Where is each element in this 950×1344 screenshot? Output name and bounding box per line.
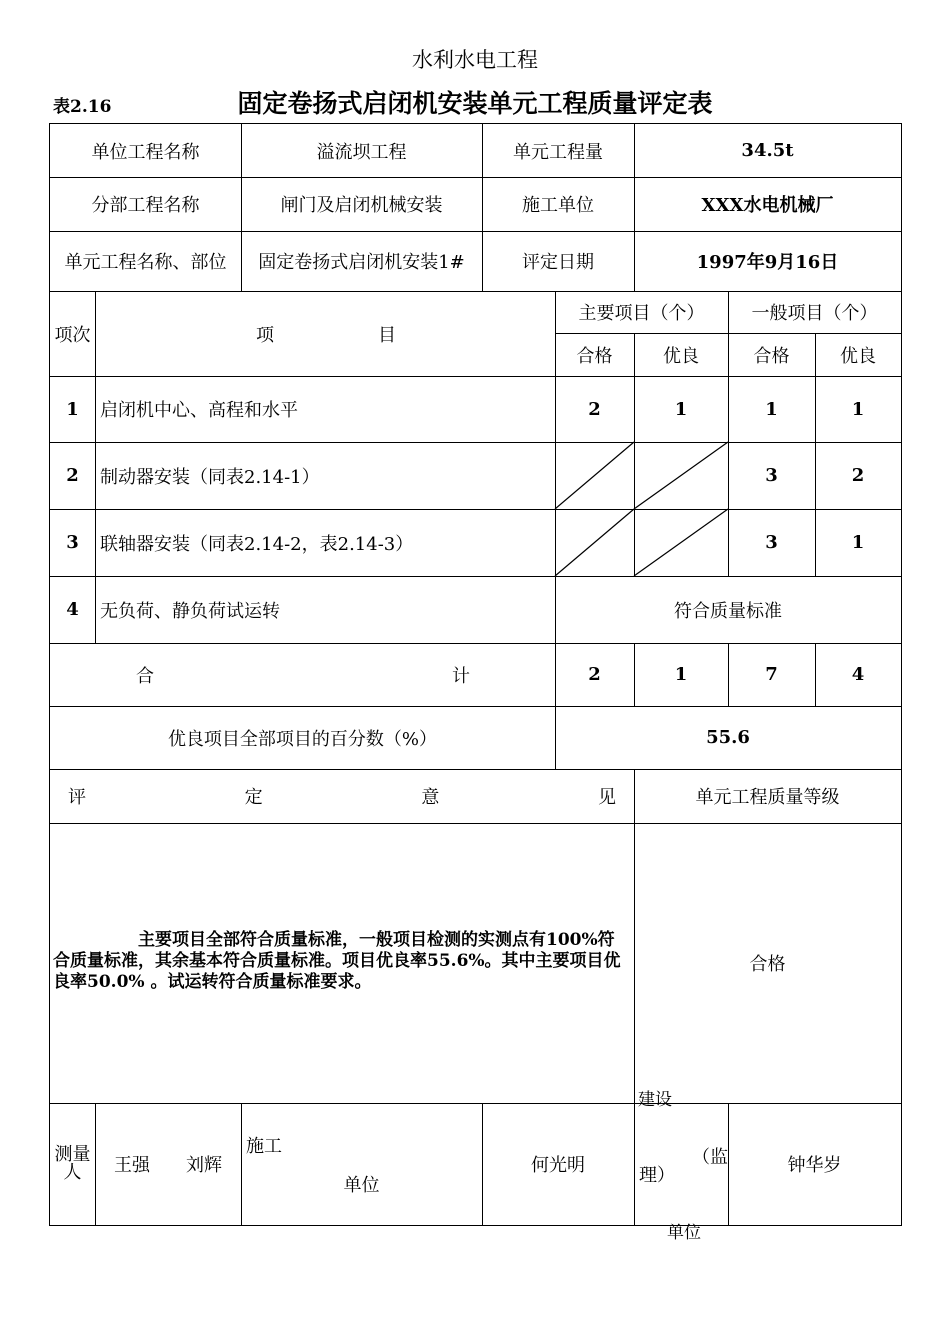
division-label: 分部工程名称 bbox=[91, 195, 200, 216]
date-label: 评定日期 bbox=[522, 252, 594, 273]
total-general-qualified: 7 bbox=[765, 664, 778, 685]
clipped-label-bottom: 单位 bbox=[667, 1223, 701, 1243]
table-number: 表2.16 bbox=[53, 97, 112, 117]
construction-person: 何光明 bbox=[531, 1155, 585, 1176]
supervisor-person: 钟华岁 bbox=[787, 1155, 842, 1176]
quantity-value: 34.5t bbox=[741, 140, 794, 161]
org-heading: 水利水电工程 bbox=[412, 48, 538, 72]
general-excellent-count: 2 bbox=[851, 465, 865, 486]
general-items-header: 一般项目（个） bbox=[751, 303, 878, 324]
evaluation-table bbox=[49, 123, 902, 1243]
opinion-char: 评 bbox=[68, 787, 86, 808]
item-name: 启闭机中心、高程和水平 bbox=[100, 400, 298, 421]
opinion-char: 定 bbox=[244, 787, 263, 808]
item-header-b: 目 bbox=[378, 324, 396, 346]
item-name: 制动器安装（同表2.14-1） bbox=[100, 466, 320, 488]
form-title: 固定卷扬式启闭机安装单元工程质量评定表 bbox=[237, 89, 713, 118]
item-name: 联轴器安装（同表2.14-2，表2.14-3） bbox=[100, 533, 414, 555]
grade-label: 单元工程质量等级 bbox=[695, 787, 840, 808]
opinion-char: 意 bbox=[421, 787, 440, 808]
construction-label-a: 施工 bbox=[246, 1136, 282, 1157]
item-no: 3 bbox=[66, 532, 79, 553]
total-general-excellent: 4 bbox=[851, 664, 865, 685]
general-qualified-count: 1 bbox=[765, 398, 778, 420]
total-main-excellent: 1 bbox=[674, 664, 688, 685]
main-qualified-header: 合格 bbox=[576, 345, 613, 367]
unit-project-label: 单位工程名称 bbox=[91, 141, 200, 163]
item-no: 2 bbox=[66, 465, 79, 486]
quantity-label: 单元工程量 bbox=[513, 141, 603, 163]
unit-project-value: 溢流坝工程 bbox=[316, 141, 407, 163]
clipped-label-top: 建设 bbox=[638, 1090, 672, 1110]
opinion-label bbox=[50, 769, 634, 823]
element-label: 单元工程名称、部位 bbox=[64, 252, 227, 273]
surveyor-label: 测量人 bbox=[54, 1144, 91, 1183]
supervisor-label-b: 理） bbox=[639, 1165, 675, 1186]
item-name: 无负荷、静负荷试运转 bbox=[100, 600, 280, 622]
general-excellent-count: 1 bbox=[851, 398, 865, 420]
item-no: 4 bbox=[66, 599, 79, 620]
element-value: 固定卷扬式启闭机安装1# bbox=[258, 252, 465, 273]
item-header-a: 项 bbox=[256, 324, 274, 346]
item-no-header: 项次 bbox=[54, 324, 91, 346]
main-excellent-header: 优良 bbox=[663, 345, 699, 367]
main-excellent-count: 1 bbox=[674, 398, 688, 420]
general-excellent-count: 1 bbox=[851, 532, 865, 553]
contractor-label: 施工单位 bbox=[522, 195, 594, 216]
total-label-b: 计 bbox=[452, 665, 470, 687]
percent-label: 优良项目全部项目的百分数（%） bbox=[167, 728, 438, 750]
supervisor-label-a: （监 bbox=[692, 1147, 728, 1168]
date-value: 1997年9月16日 bbox=[696, 252, 839, 273]
general-qualified-header: 合格 bbox=[753, 345, 790, 367]
total-label-a: 合 bbox=[136, 665, 154, 687]
main-items-header: 主要项目（个） bbox=[578, 303, 705, 324]
surveyor-names: 王强 刘辉 bbox=[114, 1155, 222, 1176]
item-result: 符合质量标准 bbox=[674, 600, 782, 622]
evaluation-comment: 主要项目全部符合质量标准，一般项目检测的实测点有100%符合质量标准，其余基本符合质量标准。项目优良率55.6%。其中主要项目优良率50.0% 。试运转符合质量标准要求。 bbox=[53, 930, 621, 992]
total-main-qualified: 2 bbox=[588, 664, 601, 685]
opinion-char: 见 bbox=[597, 787, 616, 808]
general-qualified-count: 3 bbox=[765, 465, 778, 486]
percent-value: 55.6 bbox=[706, 727, 750, 748]
item-no: 1 bbox=[66, 398, 79, 420]
contractor-value: XXX水电机械厂 bbox=[701, 195, 834, 216]
main-qualified-count: 2 bbox=[588, 398, 601, 420]
quality-grade: 合格 bbox=[749, 954, 786, 975]
division-value: 闸门及启闭机械安装 bbox=[280, 195, 443, 216]
general-excellent-header: 优良 bbox=[840, 345, 876, 367]
construction-label-b: 单位 bbox=[343, 1175, 380, 1196]
general-qualified-count: 3 bbox=[765, 532, 778, 553]
